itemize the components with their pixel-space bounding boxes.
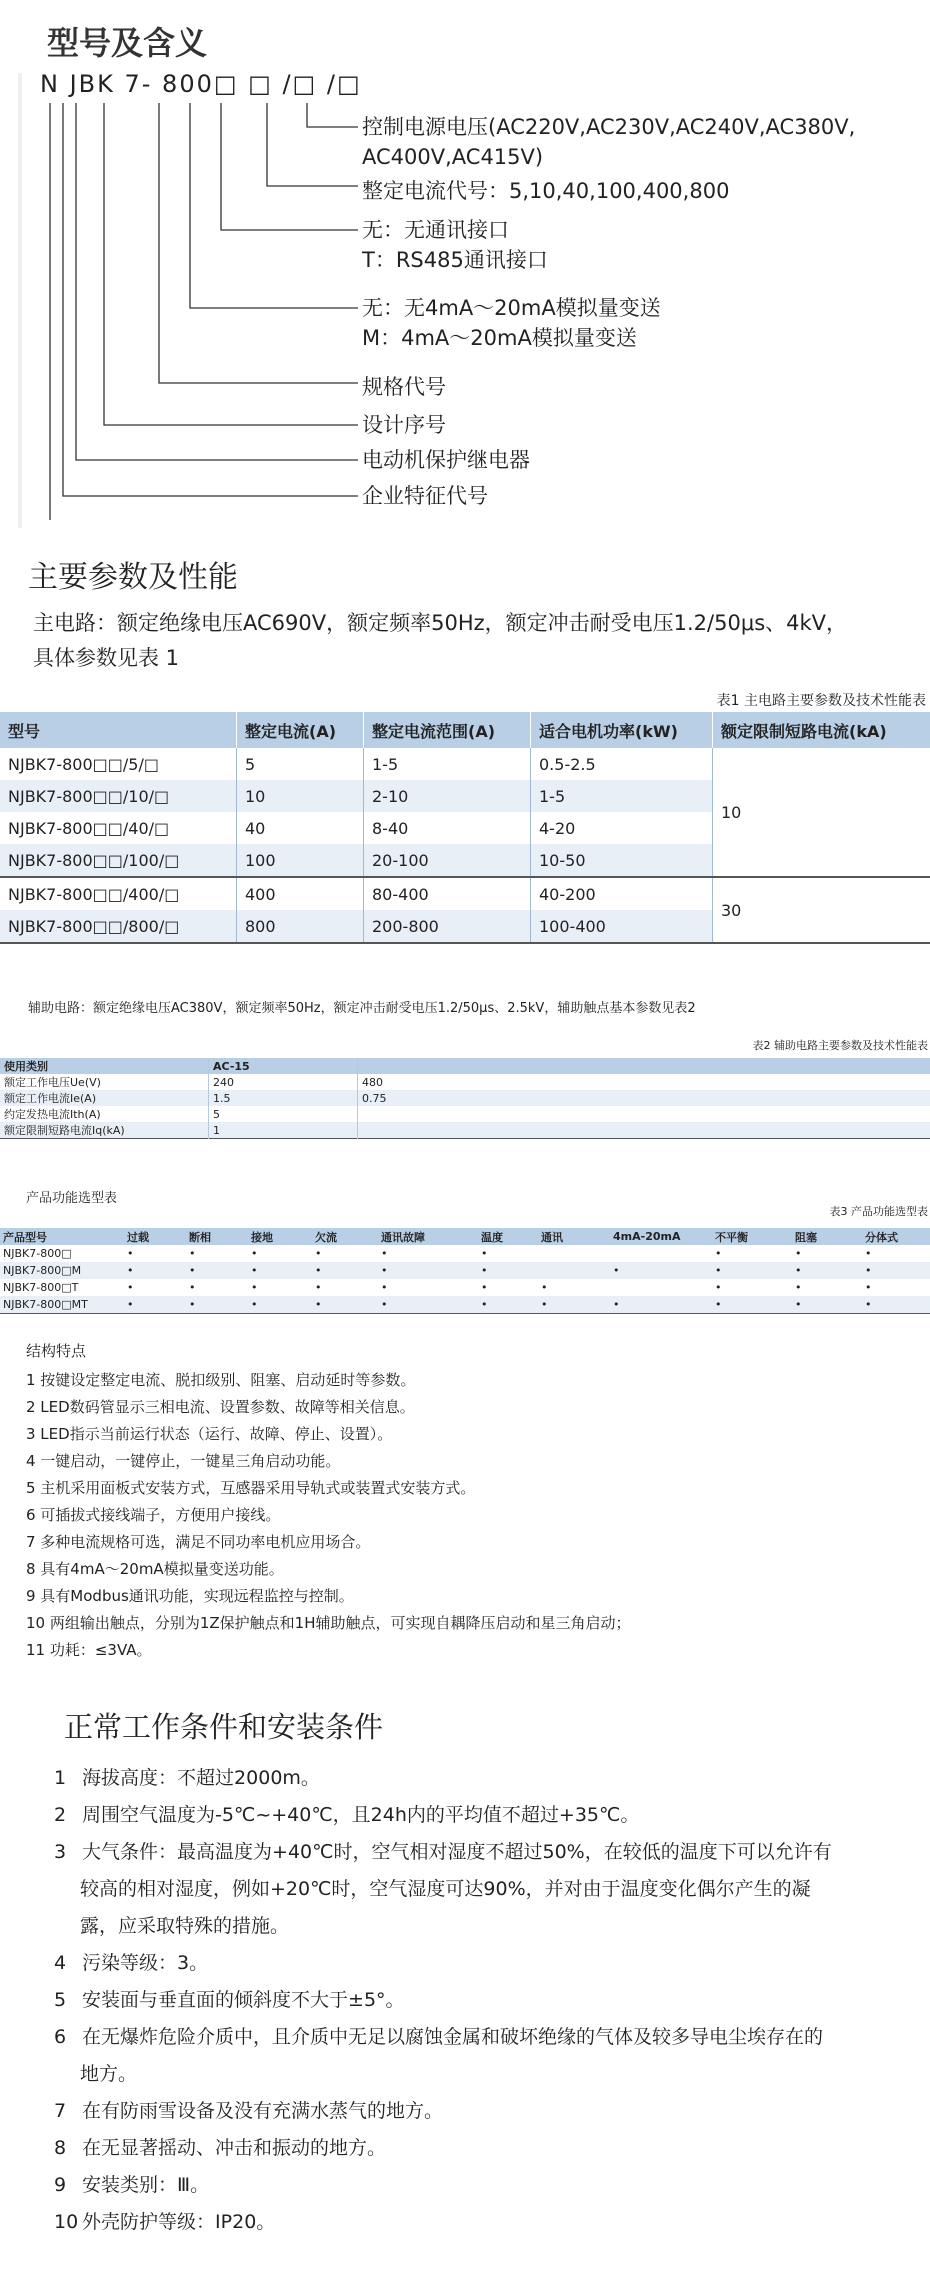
table-cell: • <box>715 1247 722 1260</box>
table1-header: 整定电流范围(A) <box>364 712 531 748</box>
table-cell: • <box>127 1264 134 1277</box>
legend-text: T：RS485通讯接口 <box>362 248 548 272</box>
feature-item: 2 LED数码管显示三相电流、设置参数、故障等相关信息。 <box>26 1398 415 1416</box>
table-cell: • <box>127 1298 134 1311</box>
condition-text: 安装类别：Ⅲ。 <box>82 2174 210 2196</box>
main-circuit-intro <box>33 606 847 676</box>
table-cell: 10 <box>237 780 364 812</box>
legend-spec-code: 规格代号 <box>362 375 446 399</box>
table-cell: 20-100 <box>364 844 531 877</box>
model-code: N JBK 7- 800□ □ /□ /□ <box>40 70 362 98</box>
condition-text: 安装面与垂直面的倾斜度不大于±5°。 <box>82 1989 405 2011</box>
table-cell: • <box>541 1298 548 1311</box>
table-cell: 100-400 <box>531 910 713 943</box>
legend-relay: 电动机保护继电器 <box>362 448 530 472</box>
table1-header: 型号 <box>0 712 237 748</box>
condition-number: 1 <box>54 1767 67 1789</box>
intro-line: 主电路：额定绝缘电压AC690V，额定频率50Hz，额定冲击耐受电压1.2/50μs、4kV， <box>33 611 848 635</box>
table-cell: NJBK7-800□T <box>3 1281 79 1294</box>
table-cell: 额定工作电压Ue(V) <box>4 1076 101 1089</box>
condition-item <box>54 1797 924 1834</box>
table-row <box>0 1090 930 1106</box>
table-cell <box>358 1122 930 1139</box>
table3 <box>0 1228 930 1314</box>
table-cell: NJBK7-800□MT <box>3 1298 88 1311</box>
table-cell: • <box>613 1298 620 1311</box>
legend-comm <box>362 215 548 275</box>
table3-header: 接地 <box>251 1230 273 1244</box>
table2-header: AC-15 <box>209 1058 358 1074</box>
legend-analog <box>362 293 661 353</box>
table1-header-row <box>0 712 930 748</box>
table-cell: • <box>481 1298 488 1311</box>
table-cell: 100 <box>237 844 364 877</box>
table-cell: • <box>715 1298 722 1311</box>
table-cell: 240 <box>209 1074 358 1090</box>
condition-number: 5 <box>54 1989 67 2011</box>
condition-item <box>54 1945 924 1982</box>
table-cell: NJBK7-800□ <box>3 1247 72 1260</box>
table-cell: 1-5 <box>531 780 713 812</box>
legend-control-voltage <box>362 112 855 172</box>
condition-text: 地方。 <box>80 2063 138 2085</box>
feature-item: 10 两组输出触点，分别为1Z保护触点和1H辅助触点，可实现自耦降压启动和星三角启动； <box>26 1614 631 1632</box>
condition-text: 大气条件：最高温度为+40℃时，空气相对湿度不超过50%，在较低的温度下可以允许有 <box>82 1841 832 1863</box>
table3-header: 不平衡 <box>715 1230 748 1244</box>
table-cell: • <box>251 1281 258 1294</box>
condition-item <box>54 2130 924 2167</box>
legend-design-seq: 设计序号 <box>362 413 446 437</box>
condition-text: 较高的相对湿度，例如+20℃时，空气湿度可达90%，并对由于温度变化偶尔产生的凝 <box>80 1878 811 1900</box>
features-title: 结构特点 <box>26 1342 87 1360</box>
condition-text: 在有防雨雪设备及没有充满水蒸气的地方。 <box>82 2100 444 2122</box>
conditions-list <box>54 1760 924 2241</box>
intro-line: 具体参数见表 1 <box>33 646 180 670</box>
table-cell: • <box>865 1298 872 1311</box>
table-cell: 2-10 <box>364 780 531 812</box>
table-cell: • <box>127 1247 134 1260</box>
table-cell: • <box>251 1247 258 1260</box>
condition-item <box>54 2204 924 2241</box>
table-cell: NJBK7-800□□/800/□ <box>8 916 180 936</box>
table3-header: 过载 <box>127 1230 149 1244</box>
table-cell <box>610 1245 712 1262</box>
table3-header: 阻塞 <box>795 1230 817 1244</box>
condition-item <box>54 1760 924 1797</box>
table-cell: 5 <box>237 748 364 780</box>
table-cell: 200-800 <box>364 910 531 943</box>
legend-text: AC400V,AC415V) <box>362 145 544 169</box>
condition-number: 8 <box>54 2137 67 2159</box>
table2-header: 使用类别 <box>4 1060 48 1073</box>
table-cell: 0.75 <box>358 1090 930 1106</box>
condition-number: 4 <box>54 1952 67 1974</box>
table-cell: 1 <box>209 1122 358 1139</box>
table-cell: • <box>381 1298 388 1311</box>
table-cell: NJBK7-800□□/5/□ <box>8 754 159 774</box>
table-cell: • <box>189 1247 196 1260</box>
table3-header: 分体式 <box>865 1230 898 1244</box>
table1-caption: 表1 主电路主要参数及技术性能表 <box>716 693 926 709</box>
table-cell: 8-40 <box>364 812 531 844</box>
table-cell: NJBK7-800□□/100/□ <box>8 850 180 870</box>
table-cell: 480 <box>358 1074 930 1090</box>
section-title-params: 主要参数及性能 <box>28 560 238 595</box>
table-row <box>0 1122 930 1139</box>
table-cell: • <box>315 1264 322 1277</box>
table-cell: • <box>315 1247 322 1260</box>
feature-item: 6 可插拔式接线端子，方便用户接线。 <box>26 1506 281 1524</box>
condition-text: 周围空气温度为-5℃~+40℃，且24h内的平均值不超过+35℃。 <box>82 1804 640 1826</box>
condition-item <box>54 2019 924 2056</box>
table-row <box>0 1296 930 1314</box>
condition-number: 6 <box>54 2026 67 2048</box>
section-title-model: 型号及含义 <box>47 24 208 62</box>
table-row <box>0 877 930 910</box>
condition-text: 海拔高度：不超过2000m。 <box>82 1767 320 1789</box>
table-cell: • <box>381 1281 388 1294</box>
condition-text: 在无显著摇动、冲击和振动的地方。 <box>82 2137 387 2159</box>
table-cell: • <box>715 1281 722 1294</box>
condition-item <box>54 2167 924 2204</box>
table-cell: • <box>381 1264 388 1277</box>
table-cell: • <box>613 1264 620 1277</box>
section-title-conditions: 正常工作条件和安装条件 <box>64 1710 384 1744</box>
condition-item <box>54 2093 924 2130</box>
table-cell: • <box>865 1281 872 1294</box>
table3-header: 通讯 <box>541 1230 563 1244</box>
table-row <box>0 1106 930 1122</box>
table-cell: 0.5-2.5 <box>531 748 713 780</box>
table-cell: • <box>251 1298 258 1311</box>
table1 <box>0 712 930 944</box>
table-cell: 800 <box>237 910 364 943</box>
table-cell: 4-20 <box>531 812 713 844</box>
table-cell: 400 <box>237 877 364 910</box>
table3-header-row <box>0 1228 930 1245</box>
condition-text: 污染等级：3。 <box>82 1952 209 1974</box>
table-row <box>0 1279 930 1296</box>
table-cell: • <box>865 1247 872 1260</box>
table3-header: 温度 <box>481 1230 503 1244</box>
short-circuit-cell: 10 <box>713 748 930 877</box>
feature-item: 7 多种电流规格可选，满足不同功率电机应用场合。 <box>26 1533 371 1551</box>
table-cell: NJBK7-800□□/40/□ <box>8 818 170 838</box>
condition-number: 3 <box>54 1841 67 1863</box>
table-cell: • <box>189 1298 196 1311</box>
table-cell: 1-5 <box>364 748 531 780</box>
table1-header: 适合电机功率(kW) <box>531 712 713 748</box>
table3-header: 通讯故障 <box>381 1230 425 1244</box>
table-cell: 额定限制短路电流Iq(kA) <box>4 1124 125 1137</box>
feature-item: 8 具有4mA～20mA模拟量变送功能。 <box>26 1560 284 1578</box>
table-cell: • <box>251 1264 258 1277</box>
legend-text: 控制电源电压(AC220V,AC230V,AC240V,AC380V, <box>362 115 856 139</box>
condition-text: 外壳防护等级：IP20。 <box>82 2211 276 2233</box>
table3-header: 断相 <box>189 1230 211 1244</box>
features-section <box>26 1340 631 1664</box>
feature-item: 11 功耗：≤3VA。 <box>26 1641 152 1659</box>
table-cell: • <box>481 1247 488 1260</box>
table-cell: 80-400 <box>364 877 531 910</box>
condition-item <box>54 1834 924 1871</box>
table-cell: • <box>865 1264 872 1277</box>
table3-header: 产品型号 <box>3 1230 47 1244</box>
table3-title: 产品功能选型表 <box>26 1191 118 1206</box>
table-cell: • <box>795 1281 802 1294</box>
table3-header: 欠流 <box>315 1230 337 1244</box>
condition-number: 7 <box>54 2100 67 2122</box>
aux-circuit-intro: 辅助电路：额定绝缘电压AC380V，额定频率50Hz，额定冲击耐受电压1.2/50μs、2.5kV，辅助触点基本参数见表2 <box>28 1001 696 1016</box>
table-cell: NJBK7-800□□/400/□ <box>8 884 180 904</box>
table-cell: 10-50 <box>531 844 713 877</box>
table-cell: • <box>795 1247 802 1260</box>
table-cell <box>610 1279 712 1296</box>
condition-item <box>54 1982 924 2019</box>
table-cell: • <box>541 1281 548 1294</box>
table-cell: NJBK7-800□□/10/□ <box>8 786 170 806</box>
table-cell <box>538 1262 610 1279</box>
table2-caption: 表2 辅助电路主要参数及技术性能表 <box>752 1039 928 1052</box>
table-cell: • <box>795 1264 802 1277</box>
condition-number: 9 <box>54 2174 67 2196</box>
table-cell <box>358 1106 930 1122</box>
condition-text: 在无爆炸危险介质中，且介质中无足以腐蚀金属和破坏绝缘的气体及较多导电尘埃存在的 <box>82 2026 824 2048</box>
feature-item: 4 一键启动，一键停止，一键星三角启动功能。 <box>26 1452 341 1470</box>
legend-enterprise: 企业特征代号 <box>362 484 488 508</box>
table-cell: • <box>715 1264 722 1277</box>
table-cell: • <box>481 1281 488 1294</box>
table-cell: 5 <box>209 1106 358 1122</box>
legend-text: M：4mA～20mA模拟量变送 <box>362 326 637 350</box>
table-cell: 额定工作电流Ie(A) <box>4 1092 97 1105</box>
short-circuit-cell: 30 <box>713 877 930 943</box>
legend-text: 无：无通讯接口 <box>362 218 509 242</box>
condition-text: 露，应采取特殊的措施。 <box>80 1915 290 1937</box>
table-cell: 约定发热电流Ith(A) <box>4 1108 101 1121</box>
table-cell: • <box>189 1281 196 1294</box>
table2-header <box>358 1058 930 1074</box>
table-cell: • <box>127 1281 134 1294</box>
table1-header: 整定电流(A) <box>237 712 364 748</box>
table-cell: • <box>795 1298 802 1311</box>
table2 <box>0 1058 930 1139</box>
legend-text: 无：无4mA～20mA模拟量变送 <box>362 296 661 320</box>
table-cell: • <box>189 1264 196 1277</box>
table-cell: • <box>315 1281 322 1294</box>
table-row <box>0 1245 930 1262</box>
table-cell <box>538 1245 610 1262</box>
table-cell: 1.5 <box>209 1090 358 1106</box>
table-cell: NJBK7-800□M <box>3 1264 82 1277</box>
feature-item: 3 LED指示当前运行状态（运行、故障、停止、设置）。 <box>26 1425 393 1443</box>
table-row <box>0 1074 930 1090</box>
table-cell: 40-200 <box>531 877 713 910</box>
condition-number: 10 <box>54 2211 79 2233</box>
feature-item: 9 具有Modbus通讯功能，实现远程监控与控制。 <box>26 1587 354 1605</box>
table-row <box>0 748 930 780</box>
table-cell: • <box>315 1298 322 1311</box>
feature-item: 5 主机采用面板式安装方式，互感器采用导轨式或装置式安装方式。 <box>26 1479 476 1497</box>
legend-current-code: 整定电流代号：5,10,40,100,400,800 <box>362 179 730 203</box>
condition-number: 2 <box>54 1804 67 1826</box>
table3-header: 4mA-20mA <box>613 1230 681 1243</box>
feature-item: 1 按键设定整定电流、脱扣级别、阻塞、启动延时等参数。 <box>26 1371 416 1389</box>
table-cell: • <box>381 1247 388 1260</box>
table-cell: 40 <box>237 812 364 844</box>
table3-caption: 表3 产品功能选型表 <box>829 1205 928 1218</box>
table2-header-row <box>0 1058 930 1074</box>
table1-header: 额定限制短路电流(kA) <box>713 712 930 748</box>
table-cell: • <box>481 1264 488 1277</box>
table-row <box>0 1262 930 1279</box>
